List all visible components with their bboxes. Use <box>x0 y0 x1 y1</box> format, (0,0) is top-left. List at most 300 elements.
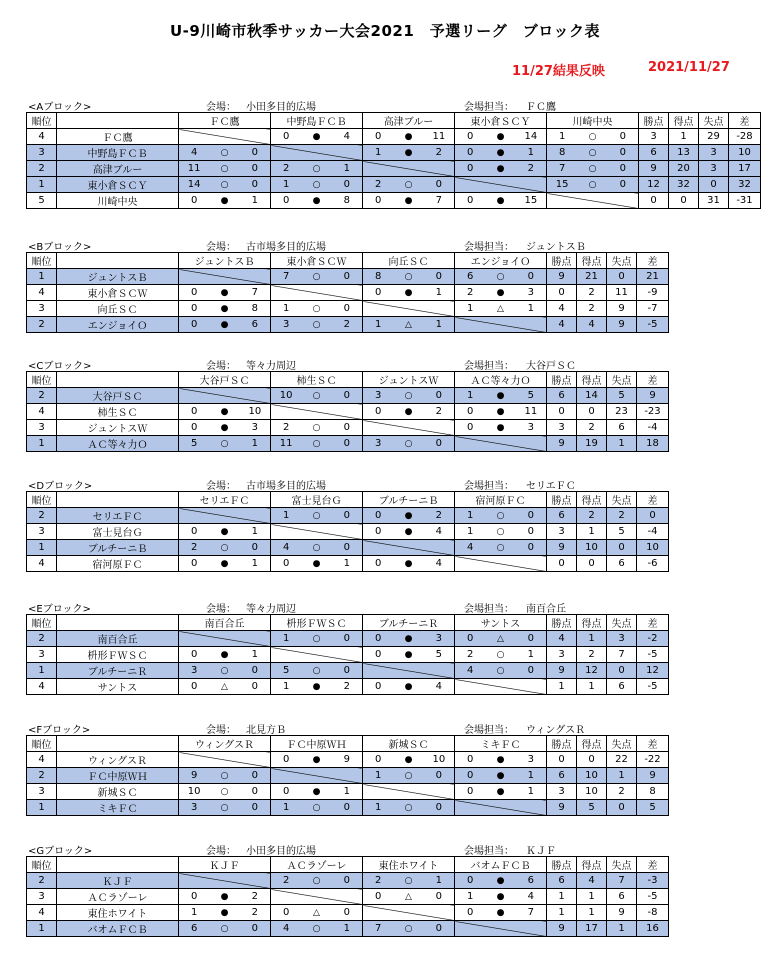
score-left: 0 <box>190 406 198 417</box>
self-match-diagonal <box>455 317 547 333</box>
goals-for-header: 得点 <box>669 113 699 129</box>
result-mark: ○ <box>220 802 229 813</box>
host-label: 会場担当： <box>464 604 514 615</box>
result-mark: ● <box>404 510 413 521</box>
result-mark: △ <box>313 907 320 918</box>
result-mark: ○ <box>312 923 321 934</box>
result-mark: ● <box>404 147 413 158</box>
score-left: 0 <box>374 681 382 692</box>
diff-cell: 9 <box>637 768 669 784</box>
opponent-header: ＡＣラゾーレ <box>271 857 363 873</box>
score-left: 2 <box>374 179 382 190</box>
result-mark: ● <box>404 195 413 206</box>
points-cell: 3 <box>547 420 577 436</box>
score-right: 0 <box>527 510 534 521</box>
match-result-cell <box>363 556 455 572</box>
opponent-header: ブルチーニＢ <box>363 492 455 508</box>
score-right: 0 <box>251 923 258 934</box>
result-mark: ○ <box>220 438 229 449</box>
match-result-cell <box>455 752 547 768</box>
score-right: 0 <box>251 665 258 676</box>
diff-cell: -5 <box>637 679 669 695</box>
score-right: 0 <box>251 542 258 553</box>
score-right: 0 <box>343 633 350 644</box>
score-left: 15 <box>555 179 569 190</box>
score-left: 2 <box>466 287 474 298</box>
match-result-cell <box>179 921 271 937</box>
score-right: 0 <box>435 179 442 190</box>
diff-cell: -2 <box>637 631 669 647</box>
score-left: 2 <box>466 649 474 660</box>
result-mark: ○ <box>312 438 321 449</box>
points-cell: 6 <box>547 388 577 404</box>
score-left: 0 <box>190 649 198 660</box>
result-mark: ○ <box>312 802 321 813</box>
goals-for-header: 得点 <box>577 857 607 873</box>
match-result-cell <box>547 145 639 161</box>
goals-against-cell: 22 <box>607 752 637 768</box>
match-result-cell <box>455 631 547 647</box>
rank-cell: 2 <box>27 631 57 647</box>
score-left: 9 <box>190 770 198 781</box>
points-cell: 9 <box>547 540 577 556</box>
score-left: 0 <box>466 147 474 158</box>
opponent-header: 東小倉ＳＣＷ <box>271 253 363 269</box>
score-left: 8 <box>558 147 566 158</box>
diff-cell: -31 <box>729 193 761 209</box>
opponent-header: ミキＦＣ <box>455 736 547 752</box>
table-row <box>27 540 669 556</box>
score-left: 1 <box>374 770 382 781</box>
goals-for-cell: 20 <box>669 161 699 177</box>
goals-for-cell: 5 <box>577 800 607 816</box>
result-mark: ○ <box>220 542 229 553</box>
header-row <box>27 253 669 269</box>
opponent-header: 新城ＳＣ <box>363 736 455 752</box>
score-left: 5 <box>190 438 198 449</box>
block-e <box>26 599 669 695</box>
score-left: 1 <box>374 802 382 813</box>
diff-cell: -22 <box>637 752 669 768</box>
page-title: U-9川崎市秋季サッカー大会2021 予選リーグ ブロック表 <box>170 22 600 40</box>
points-cell: 1 <box>547 889 577 905</box>
result-mark: ○ <box>496 510 505 521</box>
table-row <box>27 921 669 937</box>
result-mark: ○ <box>220 163 229 174</box>
score-right: 4 <box>435 526 442 537</box>
match-result-cell <box>455 768 547 784</box>
header-row <box>27 857 669 873</box>
match-result-cell <box>179 161 271 177</box>
score-left: 1 <box>282 303 290 314</box>
match-result-cell <box>363 177 455 193</box>
result-mark: ○ <box>496 526 505 537</box>
score-right: 0 <box>343 390 350 401</box>
score-left: 2 <box>190 542 198 553</box>
block-info <box>26 476 669 491</box>
self-match-diagonal <box>271 768 363 784</box>
rank-header: 順位 <box>27 253 57 269</box>
block-label: <Bブロック> <box>28 242 92 253</box>
goals-against-header: 失点 <box>699 113 729 129</box>
team-name-cell: ＡＣ等々力Ｏ <box>57 436 179 452</box>
result-mark: ● <box>496 390 505 401</box>
score-left: 1 <box>374 147 382 158</box>
points-header: 勝点 <box>547 253 577 269</box>
goals-against-cell: 9 <box>607 905 637 921</box>
points-cell: 9 <box>547 800 577 816</box>
venue-label: 会場： <box>206 846 236 857</box>
self-match-diagonal <box>179 129 271 145</box>
score-right: 4 <box>435 681 442 692</box>
team-header <box>57 113 179 129</box>
rank-header: 順位 <box>27 372 57 388</box>
match-result-cell <box>363 679 455 695</box>
goals-against-cell: 9 <box>607 301 637 317</box>
diff-header: 差 <box>637 372 669 388</box>
diff-cell: -5 <box>637 647 669 663</box>
block-a <box>26 97 761 209</box>
goals-against-header: 失点 <box>607 857 637 873</box>
result-mark: ● <box>220 303 229 314</box>
score-right: 0 <box>251 802 258 813</box>
result-mark: ○ <box>404 271 413 282</box>
result-mark: △ <box>221 681 228 692</box>
team-name-cell: 柿生ＳＣ <box>57 404 179 420</box>
opponent-header: 川崎中央 <box>547 113 639 129</box>
result-mark: ○ <box>312 665 321 676</box>
table-row <box>27 905 669 921</box>
diff-cell: 5 <box>637 800 669 816</box>
goals-against-header: 失点 <box>607 615 637 631</box>
rank-cell: 2 <box>27 873 57 889</box>
goals-for-cell: 19 <box>577 436 607 452</box>
goals-for-header: 得点 <box>577 615 607 631</box>
diff-cell: -8 <box>637 905 669 921</box>
diff-cell: -9 <box>637 285 669 301</box>
host-label: 会場担当： <box>464 481 514 492</box>
score-right: 0 <box>343 665 350 676</box>
goals-against-cell: 29 <box>699 129 729 145</box>
result-mark: ● <box>404 558 413 569</box>
opponent-header: サントス <box>455 615 547 631</box>
result-mark: ○ <box>496 271 505 282</box>
match-result-cell <box>455 193 547 209</box>
self-match-diagonal <box>179 508 271 524</box>
match-result-cell <box>271 873 363 889</box>
score-right: 0 <box>527 526 534 537</box>
match-result-cell <box>179 524 271 540</box>
diff-cell: 21 <box>637 269 669 285</box>
result-mark: ○ <box>312 633 321 644</box>
score-right: 0 <box>435 891 442 902</box>
match-result-cell <box>179 540 271 556</box>
standings-table <box>26 614 669 695</box>
score-right: 0 <box>527 665 534 676</box>
points-cell: 9 <box>639 161 669 177</box>
score-left: 1 <box>466 303 474 314</box>
score-left: 0 <box>466 875 474 886</box>
diff-cell: -28 <box>729 129 761 145</box>
points-cell: 9 <box>547 436 577 452</box>
score-right: 0 <box>251 681 258 692</box>
table-row <box>27 269 669 285</box>
score-left: 0 <box>374 526 382 537</box>
goals-against-cell: 5 <box>607 524 637 540</box>
result-mark: ○ <box>312 510 321 521</box>
result-mark: ○ <box>404 802 413 813</box>
block-info <box>26 599 669 614</box>
result-mark: ● <box>220 649 229 660</box>
points-header: 勝点 <box>547 736 577 752</box>
score-left: 2 <box>374 875 382 886</box>
score-left: 5 <box>282 665 290 676</box>
opponent-header: 南百合丘 <box>179 615 271 631</box>
score-left: 7 <box>282 271 290 282</box>
diff-cell: -6 <box>637 556 669 572</box>
self-match-diagonal <box>455 177 547 193</box>
goals-for-cell: 0 <box>669 193 699 209</box>
standings-table <box>26 371 669 452</box>
points-header: 勝点 <box>639 113 669 129</box>
table-row <box>27 784 669 800</box>
match-result-cell <box>455 145 547 161</box>
rank-header: 順位 <box>27 736 57 752</box>
score-right: 7 <box>251 287 258 298</box>
score-left: 3 <box>190 665 198 676</box>
score-right: 11 <box>432 131 446 142</box>
score-left: 11 <box>279 438 293 449</box>
venue-label: 会場： <box>206 604 236 615</box>
score-left: 0 <box>466 786 474 797</box>
match-result-cell <box>271 129 363 145</box>
score-right: 6 <box>251 319 258 330</box>
table-row <box>27 177 761 193</box>
result-mark: △ <box>497 633 504 644</box>
score-right: 1 <box>251 438 258 449</box>
result-mark: △ <box>405 891 412 902</box>
match-result-cell <box>179 768 271 784</box>
team-name-cell: 南百合丘 <box>57 631 179 647</box>
venue-name: 等々力周辺 <box>246 604 296 615</box>
match-result-cell <box>179 301 271 317</box>
opponent-header: 富士見台Ｇ <box>271 492 363 508</box>
points-cell: 6 <box>547 768 577 784</box>
diff-cell: -4 <box>637 420 669 436</box>
diff-cell: -23 <box>637 404 669 420</box>
match-result-cell <box>363 524 455 540</box>
diff-cell: 8 <box>637 784 669 800</box>
goals-against-cell: 2 <box>607 784 637 800</box>
standings-table <box>26 735 669 816</box>
score-right: 3 <box>527 422 534 433</box>
goals-for-cell: 12 <box>577 663 607 679</box>
team-name-cell: サントス <box>57 679 179 695</box>
venue-name: 小田多目的広場 <box>246 846 316 857</box>
goals-against-cell: 6 <box>607 420 637 436</box>
score-right: 0 <box>435 770 442 781</box>
goals-against-cell: 1 <box>607 768 637 784</box>
score-left: 0 <box>190 195 198 206</box>
table-row <box>27 301 669 317</box>
result-mark: ● <box>220 558 229 569</box>
match-result-cell <box>179 784 271 800</box>
points-cell: 9 <box>547 921 577 937</box>
points-cell: 9 <box>547 269 577 285</box>
team-name-cell: ＡＣラゾーレ <box>57 889 179 905</box>
goals-for-cell: 2 <box>577 285 607 301</box>
score-right: 2 <box>435 406 442 417</box>
goals-for-cell: 1 <box>577 631 607 647</box>
opponent-header: セリエＦＣ <box>179 492 271 508</box>
team-name-cell: 向丘ＳＣ <box>57 301 179 317</box>
team-name-cell: 東小倉ＳＣＹ <box>57 177 179 193</box>
points-cell: 6 <box>639 145 669 161</box>
rank-cell: 3 <box>27 889 57 905</box>
match-result-cell <box>363 873 455 889</box>
result-mark: ● <box>404 526 413 537</box>
match-result-cell <box>179 420 271 436</box>
score-right: 3 <box>527 287 534 298</box>
score-left: 3 <box>374 438 382 449</box>
update-note: 11/27結果反映 <box>512 64 605 79</box>
block-info <box>26 237 669 252</box>
self-match-diagonal <box>363 540 455 556</box>
score-left: 1 <box>282 681 290 692</box>
table-row <box>27 193 761 209</box>
match-result-cell <box>271 177 363 193</box>
opponent-header: ＦＣ中原ＷＨ <box>271 736 363 752</box>
self-match-diagonal <box>363 161 455 177</box>
header-row <box>27 736 669 752</box>
goals-for-cell: 4 <box>577 317 607 333</box>
goals-against-cell: 6 <box>607 889 637 905</box>
result-mark: ● <box>496 875 505 886</box>
points-cell: 3 <box>639 129 669 145</box>
match-result-cell <box>271 540 363 556</box>
score-left: 4 <box>282 923 290 934</box>
rank-cell: 2 <box>27 317 57 333</box>
score-left: 1 <box>282 802 290 813</box>
team-header <box>57 615 179 631</box>
score-right: 0 <box>343 542 350 553</box>
rank-cell: 1 <box>27 177 57 193</box>
score-left: 1 <box>466 510 474 521</box>
points-cell: 12 <box>639 177 669 193</box>
table-row <box>27 420 669 436</box>
score-right: 0 <box>527 542 534 553</box>
score-right: 0 <box>343 907 350 918</box>
self-match-diagonal <box>271 647 363 663</box>
score-right: 0 <box>343 802 350 813</box>
result-mark: ● <box>220 195 229 206</box>
self-match-diagonal <box>271 404 363 420</box>
score-right: 1 <box>527 649 534 660</box>
result-mark: ○ <box>588 147 597 158</box>
self-match-diagonal <box>179 269 271 285</box>
host-name: ジュントスＢ <box>526 242 586 253</box>
standings-table <box>26 856 669 937</box>
score-right: 0 <box>619 131 626 142</box>
team-name-cell: 川崎中央 <box>57 193 179 209</box>
match-result-cell <box>271 388 363 404</box>
table-row <box>27 556 669 572</box>
result-mark: ● <box>496 163 505 174</box>
goals-for-cell: 1 <box>577 524 607 540</box>
opponent-header: 大谷戸ＳＣ <box>179 372 271 388</box>
rank-cell: 4 <box>27 752 57 768</box>
rank-cell: 4 <box>27 285 57 301</box>
score-left: 1 <box>282 633 290 644</box>
score-right: 1 <box>527 786 534 797</box>
result-mark: ● <box>220 287 229 298</box>
score-right: 0 <box>343 271 350 282</box>
score-right: 4 <box>435 558 442 569</box>
match-result-cell <box>179 679 271 695</box>
header-row <box>27 372 669 388</box>
self-match-diagonal <box>271 285 363 301</box>
match-result-cell <box>179 556 271 572</box>
match-result-cell <box>179 404 271 420</box>
opponent-header: 中野島ＦＣＢ <box>271 113 363 129</box>
goals-against-header: 失点 <box>607 492 637 508</box>
result-mark: △ <box>405 319 412 330</box>
table-row <box>27 145 761 161</box>
block-g <box>26 841 669 937</box>
result-mark: ○ <box>220 770 229 781</box>
opponent-header: ジュントスＷ <box>363 372 455 388</box>
diff-header: 差 <box>637 253 669 269</box>
goals-for-cell: 10 <box>577 540 607 556</box>
result-mark: ● <box>496 406 505 417</box>
rank-cell: 2 <box>27 388 57 404</box>
goals-against-header: 失点 <box>607 372 637 388</box>
match-result-cell <box>363 436 455 452</box>
score-right: 1 <box>251 195 258 206</box>
team-header <box>57 857 179 873</box>
score-left: 2 <box>282 875 290 886</box>
goals-against-cell: 23 <box>607 404 637 420</box>
goals-against-cell: 0 <box>607 540 637 556</box>
host-name: ＫＪＦ <box>526 846 556 857</box>
venue-name: 等々力周辺 <box>246 361 296 372</box>
result-mark: ○ <box>312 271 321 282</box>
venue-label: 会場： <box>206 242 236 253</box>
match-result-cell <box>271 161 363 177</box>
score-right: 0 <box>619 163 626 174</box>
venue-name: 小田多目的広場 <box>246 102 316 113</box>
host-name: 南百合丘 <box>526 604 566 615</box>
match-result-cell <box>271 800 363 816</box>
match-result-cell <box>455 663 547 679</box>
score-right: 6 <box>527 875 534 886</box>
result-mark: ○ <box>220 923 229 934</box>
diff-header: 差 <box>637 615 669 631</box>
opponent-header: バオムＦＣＢ <box>455 857 547 873</box>
self-match-diagonal <box>363 663 455 679</box>
diff-cell: -5 <box>637 889 669 905</box>
points-cell: 0 <box>639 193 669 209</box>
rank-header: 順位 <box>27 492 57 508</box>
diff-cell: -4 <box>637 524 669 540</box>
score-right: 0 <box>343 179 350 190</box>
score-right: 7 <box>435 195 442 206</box>
score-left: 0 <box>282 754 290 765</box>
self-match-diagonal <box>455 921 547 937</box>
result-mark: ● <box>220 406 229 417</box>
result-mark: ○ <box>404 390 413 401</box>
table-row <box>27 129 761 145</box>
